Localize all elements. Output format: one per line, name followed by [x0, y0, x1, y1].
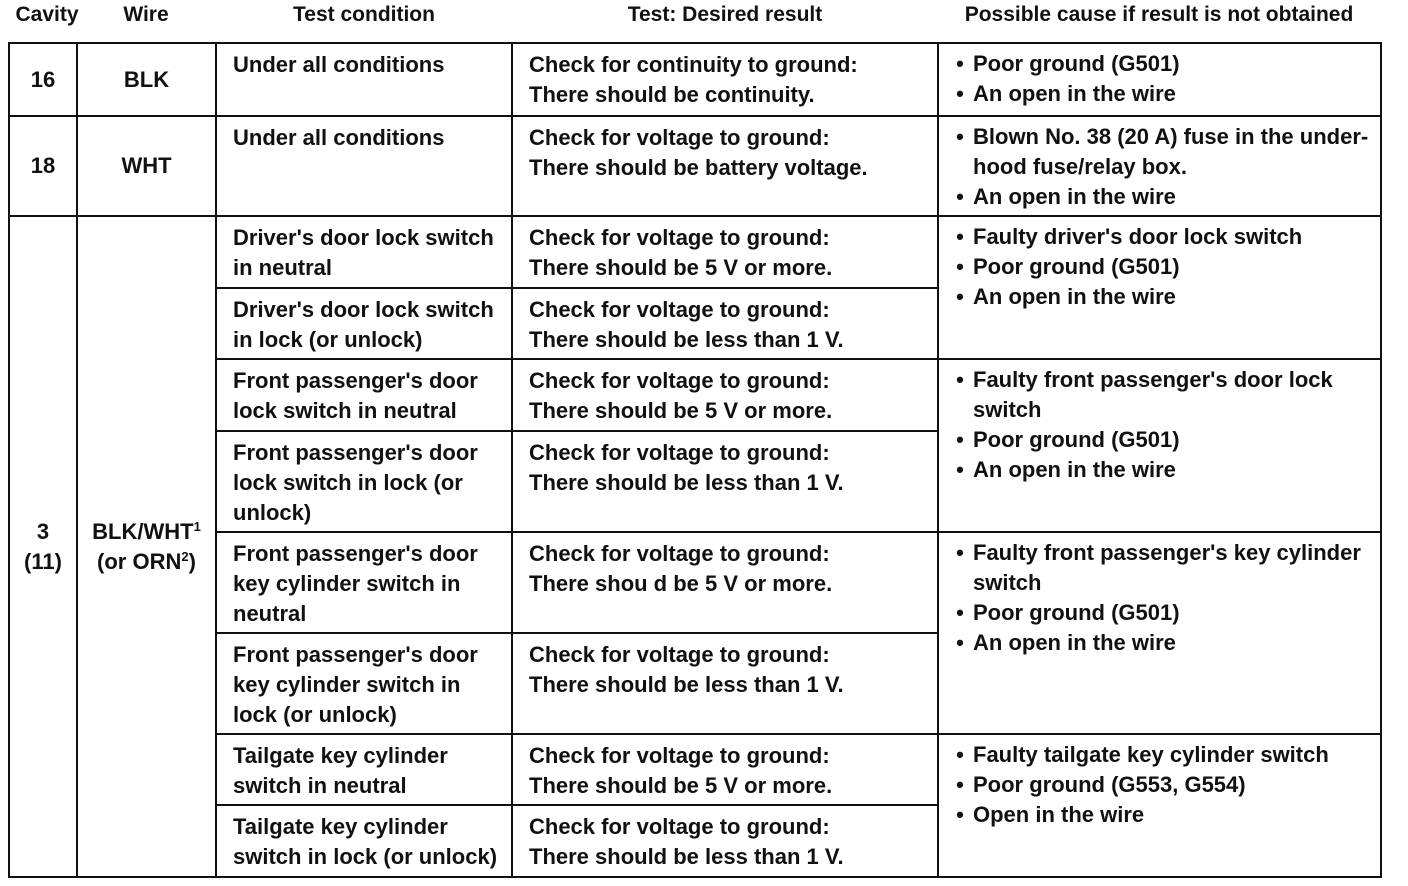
result-line: There should be continuity. — [529, 82, 815, 107]
test-condition-text: Driver's door lock switch in neutral — [233, 225, 494, 280]
result-line: Check for continuity to ground: — [529, 52, 858, 77]
cause-text: Open in the wire — [973, 802, 1145, 827]
result-line: Check for voltage to ground: — [529, 225, 830, 250]
cause-text: An open in the wire — [973, 457, 1176, 482]
cause-item — [947, 282, 1374, 312]
result-line: Check for voltage to ground: — [529, 541, 830, 566]
bullet: • — [956, 284, 964, 309]
cause-item — [947, 425, 1374, 455]
result-line: Check for voltage to ground: — [529, 440, 830, 465]
cause-text: Faulty tailgate key cylinder switch — [973, 742, 1329, 767]
bullet: • — [956, 802, 964, 827]
result-line: There should be less than 1 V. — [529, 844, 844, 869]
table-row — [9, 216, 1381, 288]
test-condition-cell — [216, 288, 512, 359]
desired-result-cell — [512, 734, 938, 805]
cavity-cell — [9, 216, 77, 877]
cause-item — [947, 79, 1374, 109]
desired-result-cell — [512, 288, 938, 359]
test-condition-cell — [216, 431, 512, 532]
bullet: • — [956, 600, 964, 625]
wire-cell — [77, 43, 216, 116]
cause-text: Poor ground (G501) — [973, 254, 1180, 279]
test-condition-text: Tailgate key cylinder switch in neutral — [233, 743, 448, 798]
wire-color: BLK — [123, 66, 170, 92]
test-condition-text: Under all conditions — [233, 52, 445, 77]
possible-cause-cell — [938, 116, 1381, 216]
cause-text: Poor ground (G501) — [973, 600, 1180, 625]
desired-result-cell — [512, 43, 938, 116]
result-line: Check for voltage to ground: — [529, 297, 830, 322]
cause-item — [947, 49, 1374, 79]
test-condition-cell — [216, 216, 512, 288]
bullet: • — [956, 457, 964, 482]
bullet: • — [956, 630, 964, 655]
cause-item — [947, 222, 1374, 252]
test-condition-text: Front passenger's door key cylinder switch in neutral — [233, 541, 478, 626]
cause-item — [947, 182, 1374, 212]
cavity-cell — [9, 43, 77, 116]
header-wire: Wire — [123, 3, 169, 26]
wire-alt-text: (or ORN — [97, 548, 182, 574]
desired-result-cell — [512, 805, 938, 877]
wire-color-text: BLK/WHT — [92, 518, 194, 544]
result-line: Check for voltage to ground: — [529, 814, 830, 839]
cause-item — [947, 122, 1374, 182]
result-line: There should be less than 1 V. — [529, 672, 844, 697]
table-row — [9, 43, 1381, 116]
test-condition-cell — [216, 633, 512, 734]
bullet: • — [956, 51, 964, 76]
test-condition-text: Tailgate key cylinder switch in lock (or unlock) — [233, 814, 498, 869]
bullet: • — [956, 427, 964, 452]
cause-item — [947, 628, 1374, 658]
table-row — [9, 116, 1381, 216]
header-test-condition: Test condition — [293, 3, 435, 26]
test-condition-text: Under all conditions — [233, 125, 445, 150]
cause-text: An open in the wire — [973, 81, 1176, 106]
cause-item — [947, 800, 1374, 830]
bullet: • — [956, 742, 964, 767]
cause-item — [947, 455, 1374, 485]
result-line: Check for voltage to ground: — [529, 368, 830, 393]
wire-cell — [77, 116, 216, 216]
cause-text: Poor ground (G501) — [973, 51, 1180, 76]
cavity-cell — [9, 116, 77, 216]
possible-cause-cell — [938, 734, 1381, 877]
bullet: • — [956, 124, 964, 149]
cause-item — [947, 252, 1374, 282]
wire-color — [78, 517, 215, 547]
result-line: Check for voltage to ground: — [529, 125, 830, 150]
possible-cause-cell — [938, 359, 1381, 532]
header-possible-cause: Possible cause if result is not obtained — [964, 3, 1354, 26]
test-condition-text: Front passenger's door lock switch in neutral — [233, 368, 478, 423]
test-condition-text: Driver's door lock switch in lock (or unlock) — [233, 297, 494, 352]
test-condition-cell — [216, 805, 512, 877]
desired-result-cell — [512, 116, 938, 216]
test-condition-cell — [216, 116, 512, 216]
cause-text: Poor ground (G501) — [973, 427, 1180, 452]
test-condition-cell — [216, 532, 512, 633]
test-condition-cell — [216, 359, 512, 431]
cavity-number: 16 — [30, 66, 56, 92]
cause-text: An open in the wire — [973, 630, 1176, 655]
result-line: There should be 5 V or more. — [529, 773, 833, 798]
bullet: • — [956, 367, 964, 392]
bullet: • — [956, 772, 964, 797]
result-line: There should be 5 V or more. — [529, 255, 833, 280]
cause-item — [947, 770, 1374, 800]
cavity-number: 18 — [30, 153, 56, 178]
desired-result-cell — [512, 532, 938, 633]
cause-text: Poor ground (G553, G554) — [973, 772, 1246, 797]
desired-result-cell — [512, 633, 938, 734]
wire-alt-color — [78, 547, 215, 577]
wire-color: WHT — [121, 153, 172, 178]
header-cavity: Cavity — [15, 3, 79, 26]
possible-cause-cell — [938, 532, 1381, 734]
cause-item — [947, 365, 1374, 425]
test-condition-cell — [216, 734, 512, 805]
cause-text: An open in the wire — [973, 284, 1176, 309]
cause-text: Faulty front passenger's key cylinder switch — [973, 540, 1361, 595]
cavity-alt-number: (11) — [24, 548, 62, 574]
bullet: • — [956, 184, 964, 209]
result-line: There should be less than 1 V. — [529, 470, 844, 495]
cause-item — [947, 740, 1374, 770]
cavity-number: 3 — [36, 518, 50, 544]
result-line: There should be 5 V or more. — [529, 398, 833, 423]
bullet: • — [956, 81, 964, 106]
cause-text: An open in the wire — [973, 184, 1176, 209]
wire-alt-close: ) — [188, 548, 196, 574]
footnote-marker: 2 — [181, 548, 189, 564]
desired-result-cell — [512, 359, 938, 431]
bullet: • — [956, 540, 964, 565]
desired-result-cell — [512, 431, 938, 532]
result-line: Check for voltage to ground: — [529, 743, 830, 768]
possible-cause-cell — [938, 216, 1381, 359]
diagnosis-table — [8, 42, 1382, 878]
cause-item — [947, 538, 1374, 598]
desired-result-cell — [512, 216, 938, 288]
footnote-marker: 1 — [193, 518, 201, 534]
cause-item — [947, 598, 1374, 628]
cause-text: Faulty front passenger's door lock switch — [973, 367, 1333, 422]
possible-cause-cell — [938, 43, 1381, 116]
header-desired-result: Test: Desired result — [627, 3, 823, 26]
test-condition-cell — [216, 43, 512, 116]
result-line: Check for voltage to ground: — [529, 642, 830, 667]
result-line: There should be less than 1 V. — [529, 327, 844, 352]
result-line: There should be battery voltage. — [529, 155, 868, 180]
result-line: There shou d be 5 V or more. — [529, 571, 833, 596]
bullet: • — [956, 254, 964, 279]
cause-text: Faulty driver's door lock switch — [973, 224, 1303, 249]
bullet: • — [956, 224, 964, 249]
test-condition-text: Front passenger's door lock switch in lock (or unlock) — [233, 440, 478, 525]
cause-text: Blown No. 38 (20 A) fuse in the under-hood fuse/relay box. — [973, 124, 1369, 179]
test-condition-text: Front passenger's door key cylinder switch in lock (or unlock) — [233, 642, 478, 727]
wire-cell — [77, 216, 216, 877]
